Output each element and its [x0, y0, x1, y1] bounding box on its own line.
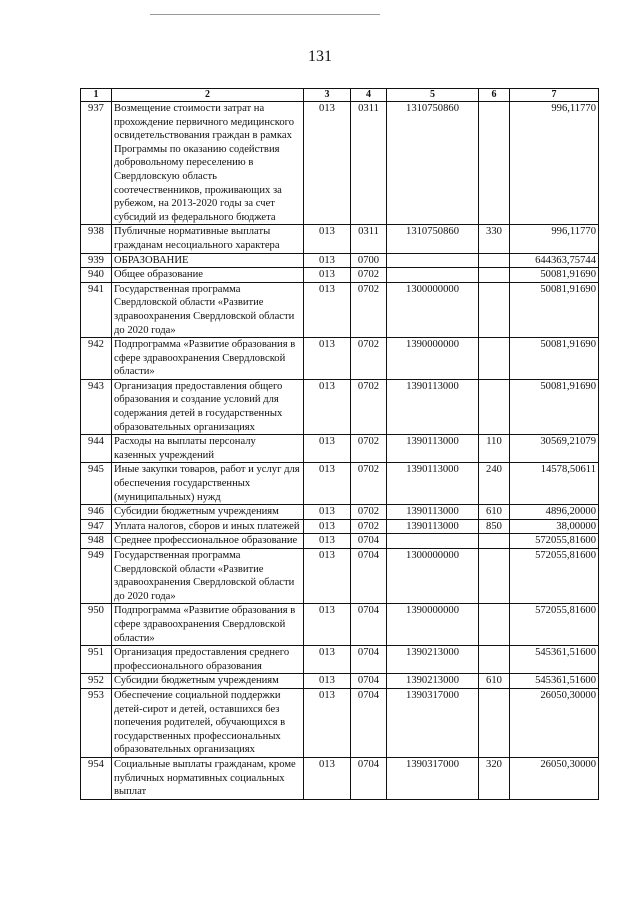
- row-target-code: 1390113000: [387, 519, 479, 534]
- header-col-1: 1: [81, 89, 112, 102]
- row-section-code: 0704: [351, 646, 387, 674]
- table-row: [81, 338, 599, 380]
- row-admin-code: 013: [304, 253, 351, 268]
- row-name: [112, 519, 304, 534]
- row-name-line: образовательных организациях: [114, 744, 255, 756]
- row-expense-type: [479, 379, 510, 434]
- row-amount: 14578,50611: [510, 463, 599, 505]
- row-admin-code: 013: [304, 102, 351, 225]
- row-name-line: ОБРАЗОВАНИЕ: [114, 254, 189, 266]
- row-name-line: освидетельствования граждан в рамках: [114, 130, 292, 142]
- row-expense-type: [479, 646, 510, 674]
- row-name: [112, 463, 304, 505]
- row-name-line: субсидий из федерального бюджета: [114, 211, 276, 223]
- row-section-code: 0702: [351, 505, 387, 520]
- row-name-line: Уплата налогов, сборов и иных платежей: [114, 520, 300, 532]
- row-name-line: Субсидии бюджетным учреждениям: [114, 675, 279, 687]
- row-name-line: области»: [114, 366, 155, 378]
- row-name-line: до 2020 года»: [114, 324, 176, 336]
- row-number: 947: [81, 519, 112, 534]
- row-name: [112, 282, 304, 337]
- row-target-code: 1390317000: [387, 757, 479, 799]
- row-expense-type: 110: [479, 435, 510, 463]
- row-expense-type: 240: [479, 463, 510, 505]
- row-expense-type: 330: [479, 225, 510, 253]
- row-amount: 545361,51600: [510, 674, 599, 689]
- row-name: [112, 534, 304, 549]
- budget-table: [80, 88, 599, 800]
- row-admin-code: 013: [304, 379, 351, 434]
- row-target-code: [387, 268, 479, 283]
- row-section-code: 0702: [351, 519, 387, 534]
- row-admin-code: 013: [304, 463, 351, 505]
- row-section-code: 0700: [351, 253, 387, 268]
- row-name: [112, 505, 304, 520]
- row-name-line: Организация предоставления среднего: [114, 647, 290, 659]
- header-col-7: 7: [510, 89, 599, 102]
- row-expense-type: [479, 102, 510, 225]
- row-name: [112, 688, 304, 757]
- row-admin-code: 013: [304, 519, 351, 534]
- row-name-line: казенных учреждений: [114, 449, 215, 461]
- row-name: [112, 674, 304, 689]
- row-admin-code: 013: [304, 225, 351, 253]
- row-admin-code: 013: [304, 688, 351, 757]
- row-target-code: 1390000000: [387, 604, 479, 646]
- row-number: 946: [81, 505, 112, 520]
- row-section-code: 0702: [351, 463, 387, 505]
- row-target-code: 1310750860: [387, 225, 479, 253]
- row-number: 939: [81, 253, 112, 268]
- table-row: [81, 757, 599, 799]
- row-name: [112, 253, 304, 268]
- row-target-code: 1310750860: [387, 102, 479, 225]
- row-amount: 50081,91690: [510, 268, 599, 283]
- row-admin-code: 013: [304, 338, 351, 380]
- row-amount: 50081,91690: [510, 282, 599, 337]
- row-section-code: 0311: [351, 102, 387, 225]
- row-target-code: 1390000000: [387, 338, 479, 380]
- row-name: [112, 225, 304, 253]
- row-target-code: 1390113000: [387, 505, 479, 520]
- row-expense-type: 610: [479, 674, 510, 689]
- table-row: [81, 268, 599, 283]
- row-name-line: сфере здравоохранения Свердловской: [114, 618, 286, 630]
- row-name-line: образовательных организациях: [114, 421, 255, 433]
- row-admin-code: 013: [304, 549, 351, 604]
- row-expense-type: 610: [479, 505, 510, 520]
- row-name-line: Государственная программа: [114, 550, 241, 561]
- row-admin-code: 013: [304, 282, 351, 337]
- row-section-code: 0704: [351, 534, 387, 549]
- row-name-line: области»: [114, 632, 155, 644]
- table-row: [81, 102, 599, 225]
- row-number: 940: [81, 268, 112, 283]
- row-target-code: 1300000000: [387, 282, 479, 337]
- row-number: 951: [81, 646, 112, 674]
- table-row: [81, 282, 599, 337]
- row-expense-type: [479, 338, 510, 380]
- row-number: 943: [81, 379, 112, 434]
- row-name-line: образования и создание условий для: [114, 394, 279, 406]
- table-row: [81, 379, 599, 434]
- table-row: [81, 253, 599, 268]
- row-amount: 545361,51600: [510, 646, 599, 674]
- row-name: [112, 338, 304, 380]
- row-name-line: Государственная программа: [114, 283, 241, 295]
- row-number: 938: [81, 225, 112, 253]
- row-expense-type: [479, 604, 510, 646]
- row-amount: 572055,81600: [510, 604, 599, 646]
- row-admin-code: 013: [304, 534, 351, 549]
- header-col-2: 2: [112, 89, 304, 102]
- row-amount: 50081,91690: [510, 338, 599, 380]
- row-section-code: 0311: [351, 225, 387, 253]
- row-amount: 996,11770: [510, 225, 599, 253]
- header-col-4: 4: [351, 89, 387, 102]
- row-admin-code: 013: [304, 674, 351, 689]
- row-name: [112, 646, 304, 674]
- row-section-code: 0702: [351, 338, 387, 380]
- row-expense-type: [479, 549, 510, 604]
- table-row: [81, 505, 599, 520]
- row-number: 950: [81, 604, 112, 646]
- header-col-6: 6: [479, 89, 510, 102]
- row-expense-type: [479, 282, 510, 337]
- row-target-code: 1390113000: [387, 463, 479, 505]
- row-name-line: Организация предоставления общего: [114, 380, 283, 392]
- row-amount: 996,11770: [510, 102, 599, 225]
- row-name: [112, 604, 304, 646]
- row-section-code: 0702: [351, 435, 387, 463]
- row-name-line: Общее образование: [114, 269, 203, 281]
- row-name-line: детей-сирот и детей, оставшихся без: [114, 703, 280, 715]
- row-name-line: рубежом, на 2013-2020 годы за счет: [114, 198, 275, 210]
- row-amount: 50081,91690: [510, 379, 599, 434]
- row-section-code: 0704: [351, 757, 387, 799]
- top-rule: [150, 14, 380, 15]
- row-name-line: выплат: [114, 786, 147, 798]
- row-name-line: публичных нормативных социальных: [114, 772, 285, 784]
- row-section-code: 0704: [351, 604, 387, 646]
- table-row: [81, 534, 599, 549]
- table-row: [81, 435, 599, 463]
- row-name-line: Расходы на выплаты персоналу: [114, 436, 256, 448]
- row-expense-type: [479, 253, 510, 268]
- header-col-3: 3: [304, 89, 351, 102]
- row-number: 948: [81, 534, 112, 549]
- row-number: 937: [81, 102, 112, 225]
- row-number: 954: [81, 757, 112, 799]
- page-number: 131: [308, 48, 332, 65]
- row-name: [112, 549, 304, 604]
- row-target-code: 1390213000: [387, 646, 479, 674]
- row-name-line: здравоохранения Свердловской области: [114, 577, 295, 589]
- row-name: [112, 435, 304, 463]
- row-name-line: прохождение первичного медицинского: [114, 116, 295, 128]
- row-section-code: 0704: [351, 674, 387, 689]
- row-number: 942: [81, 338, 112, 380]
- row-amount: 4896,20000: [510, 505, 599, 520]
- row-name-line: здравоохранения Свердловской области: [114, 310, 295, 322]
- row-amount: 572055,81600: [510, 534, 599, 549]
- row-name-line: профессионального образования: [114, 660, 262, 672]
- table-row: [81, 674, 599, 689]
- row-section-code: 0702: [351, 268, 387, 283]
- row-expense-type: 850: [479, 519, 510, 534]
- row-number: 941: [81, 282, 112, 337]
- row-name-line: Подпрограмма «Развитие образования в: [114, 339, 296, 351]
- row-expense-type: [479, 534, 510, 549]
- row-amount: 26050,30000: [510, 688, 599, 757]
- row-name-line: Свердловской области «Развитие: [114, 563, 264, 575]
- row-name-line: государственных профессиональных: [114, 730, 281, 742]
- row-admin-code: 013: [304, 604, 351, 646]
- row-name-line: сфере здравоохранения Свердловской: [114, 352, 286, 364]
- row-target-code: [387, 534, 479, 549]
- row-name-line: обеспечения государственных: [114, 478, 251, 490]
- row-number: 949: [81, 549, 112, 604]
- row-target-code: 1300000000: [387, 549, 479, 604]
- row-name-line: Возмещение стоимости затрат на: [114, 103, 265, 114]
- row-amount: 644363,75744: [510, 253, 599, 268]
- row-expense-type: [479, 268, 510, 283]
- row-name-line: Публичные нормативные выплаты: [114, 226, 271, 238]
- row-admin-code: 013: [304, 268, 351, 283]
- row-name-line: гражданам несоциального характера: [114, 239, 280, 251]
- row-admin-code: 013: [304, 757, 351, 799]
- row-name-line: добровольному переселению в: [114, 157, 254, 169]
- row-name-line: Среднее профессиональное образование: [114, 535, 298, 547]
- row-amount: 38,00000: [510, 519, 599, 534]
- row-amount: 572055,81600: [510, 549, 599, 604]
- row-name: [112, 268, 304, 283]
- row-amount: 26050,30000: [510, 757, 599, 799]
- row-admin-code: 013: [304, 435, 351, 463]
- row-number: 945: [81, 463, 112, 505]
- row-name-line: до 2020 года»: [114, 590, 176, 602]
- table-row: [81, 519, 599, 534]
- row-name-line: содержания детей в государственных: [114, 408, 283, 420]
- row-target-code: 1390113000: [387, 379, 479, 434]
- row-name-line: Свердловскую область: [114, 170, 217, 182]
- table-row: [81, 225, 599, 253]
- row-number: 952: [81, 674, 112, 689]
- table-row: [81, 688, 599, 757]
- row-section-code: 0704: [351, 549, 387, 604]
- row-name-line: попечения родителей, обучающихся в: [114, 717, 286, 729]
- row-expense-type: [479, 688, 510, 757]
- table-row: [81, 646, 599, 674]
- row-target-code: [387, 253, 479, 268]
- row-name: [112, 757, 304, 799]
- row-section-code: 0704: [351, 688, 387, 757]
- row-name-line: Подпрограмма «Развитие образования в: [114, 605, 296, 617]
- row-target-code: 1390317000: [387, 688, 479, 757]
- row-admin-code: 013: [304, 646, 351, 674]
- row-section-code: 0702: [351, 282, 387, 337]
- table-row: [81, 604, 599, 646]
- row-target-code: 1390113000: [387, 435, 479, 463]
- row-amount: 30569,21079: [510, 435, 599, 463]
- row-number: 944: [81, 435, 112, 463]
- row-admin-code: 013: [304, 505, 351, 520]
- row-name-line: Субсидии бюджетным учреждениям: [114, 506, 279, 518]
- row-name-line: Свердловской области «Развитие: [114, 297, 264, 309]
- row-name-line: Иные закупки товаров, работ и услуг для: [114, 464, 300, 476]
- table-row: [81, 463, 599, 505]
- row-target-code: 1390213000: [387, 674, 479, 689]
- header-col-5: 5: [387, 89, 479, 102]
- row-name-line: Обеспечение социальной поддержки: [114, 689, 281, 701]
- row-name: [112, 102, 304, 225]
- row-name-line: Программы по оказанию содействия: [114, 143, 280, 155]
- row-name-line: (муниципальных) нужд: [114, 491, 221, 503]
- row-section-code: 0702: [351, 379, 387, 434]
- table-row: [81, 549, 599, 604]
- table-header-row: [81, 89, 599, 102]
- row-name-line: соотечественников, проживающих за: [114, 184, 282, 196]
- row-expense-type: 320: [479, 757, 510, 799]
- row-name-line: Социальные выплаты гражданам, кроме: [114, 758, 296, 770]
- row-name: [112, 379, 304, 434]
- row-number: 953: [81, 688, 112, 757]
